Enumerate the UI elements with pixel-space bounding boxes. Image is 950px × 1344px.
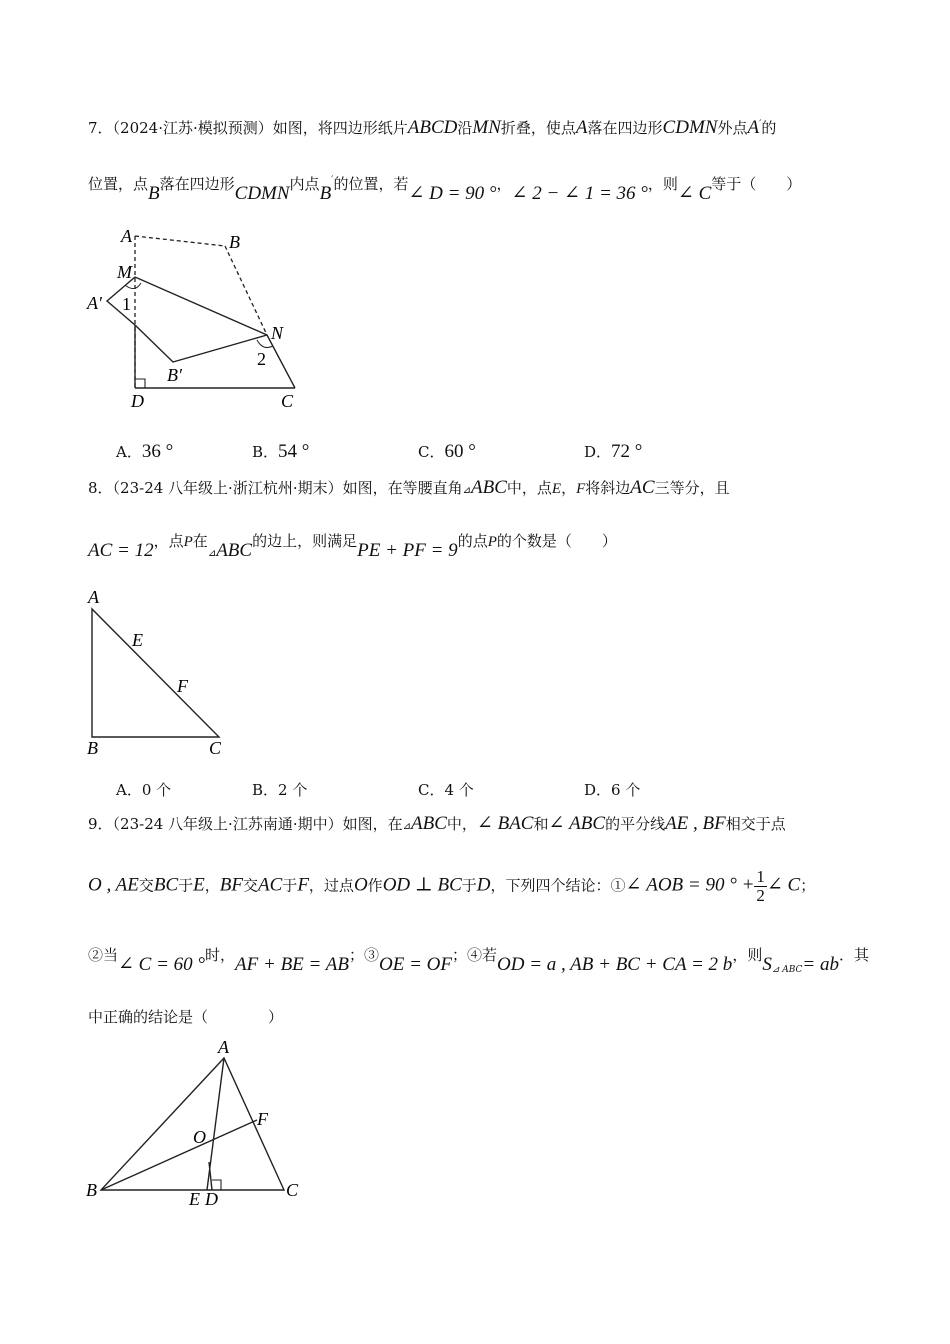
q8-option-d[interactable]: D．6 个 [584, 781, 641, 799]
q7-label-Aprime: A′ [87, 293, 102, 313]
q9-label-E: E [189, 1189, 200, 1209]
q7-option-c[interactable]: C．60 ° [418, 441, 476, 462]
q7-option-a[interactable]: A．36 ° [116, 441, 174, 462]
q9-line-2: O , AE交BC于E，BF交AC于F，过点O作OD ⊥ BC于D，下列四个结论：①∠ AOB = 90 ° + $\frac{1}{2}$ ∠ C； [88, 867, 816, 905]
q7-label-2: 2 [257, 349, 266, 369]
q9-label-B: B [86, 1180, 97, 1200]
q9-label-O: O [193, 1127, 206, 1147]
q9-line-1: 9．（23-24 八年级上·江苏南通·期中）如图，在⊿ABC中，∠ BAC和∠ ABC的平分线AE , BF相交于点 [88, 813, 786, 834]
q9-label-C: C [286, 1180, 299, 1200]
q7-label-1: 1 [122, 294, 131, 314]
q9-label-A: A [218, 1037, 229, 1057]
q7-label-D: D [131, 391, 144, 411]
q8-option-a[interactable]: A．0 个 [116, 781, 172, 799]
q7-label-N: N [271, 323, 284, 343]
q7-line-1: 7．（2024·江苏·模拟预测）如图，将四边形纸片ABCD沿MN折叠，使点A落在四边形CDMN外点A′的 [88, 117, 777, 138]
q9-figure [85, 1035, 315, 1215]
q9-label-F: F [257, 1109, 268, 1129]
q7-label-C: C [281, 391, 294, 411]
q8-option-b[interactable]: B．2 个 [252, 781, 308, 799]
q7-option-d[interactable]: D．72 ° [584, 441, 643, 462]
q7-line-2: 位置，点B落在四边形CDMN内点B′的位置，若∠ D = 90 °，∠ 2 − ∠ 1 = 36 °，则∠ C等于（ ） [88, 175, 802, 204]
q8-option-c[interactable]: C．4 个 [418, 781, 474, 799]
q9-fraction-half: $\frac{1}{2}$ [756, 867, 765, 905]
q8-label-A: A [88, 587, 99, 607]
q8-line-2: AC = 12，点P在$_⊿$ABC的边上，则满足PE + PF = 9的点P的个数是（ ） [88, 532, 617, 561]
q7-label-A: A [121, 226, 132, 246]
q8-label-E: E [132, 630, 143, 650]
q9-line-4: 中正确的结论是（ ） [88, 1008, 284, 1026]
q7-option-b[interactable]: B．54 ° [252, 441, 310, 462]
q8-label-B: B [87, 738, 98, 758]
q9-line-3: ②当∠ C = 60 °时，AF + BE = AB；③OE = OF；④若OD = a , AB + BC + CA = 2 b，则$S_{⊿ ABC}=$ ab．其 [88, 946, 869, 975]
q7-label-B: B [229, 232, 240, 252]
q8-label-C: C [209, 738, 222, 758]
q7-figure [85, 225, 315, 415]
q8-line-1: 8．（23-24 八年级上·浙江杭州·期末）如图，在等腰直角⊿ABC中，点E，F将斜边AC三等分，且 [88, 477, 730, 498]
q7-label-Bprime: B′ [167, 365, 182, 385]
q7-label-M: M [117, 262, 132, 282]
q8-label-F: F [177, 676, 188, 696]
q8-figure [85, 585, 245, 760]
q9-label-D: D [205, 1189, 218, 1209]
